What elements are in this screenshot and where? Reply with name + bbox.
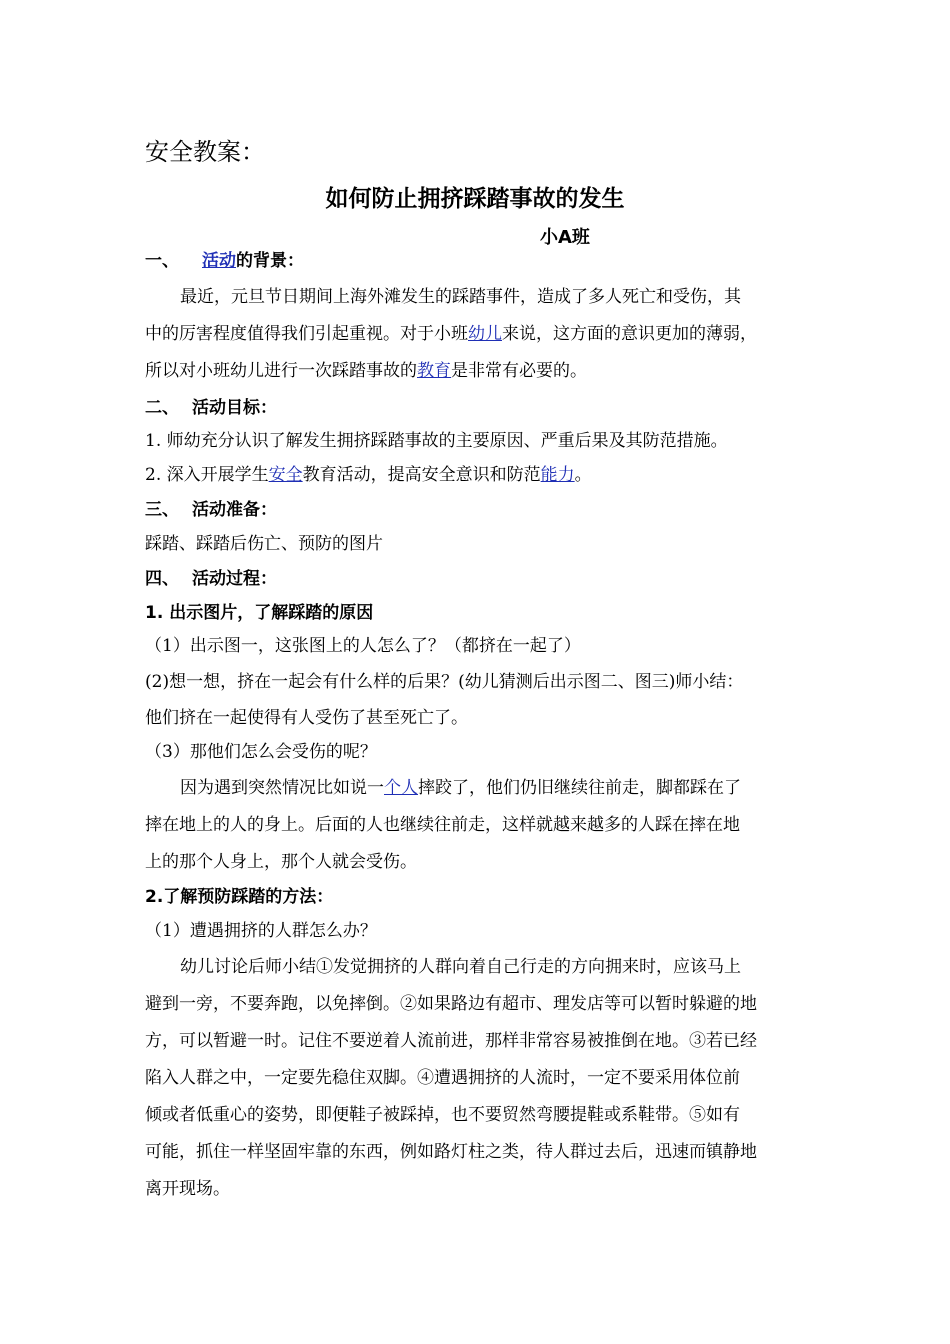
section-3-label: 活动准备： xyxy=(192,500,277,520)
section-4-number: 四、 xyxy=(145,569,179,589)
summary-paragraph-line: 方，可以暂避一时。记住不要逆着人流前进，那样非常容易被推倒在地。③若已经 xyxy=(145,1031,757,1051)
link-education[interactable]: 教育 xyxy=(417,361,451,381)
section-1-paragraph-line: 最近，元旦节日期间上海外滩发生的踩踏事件，造成了多人死亡和受伤，其 xyxy=(180,287,741,307)
section-3-heading xyxy=(145,498,277,522)
question-2-line: (2)想一想，挤在一起会有什么样的后果？(幼儿猜测后出示图二、图三)师小结： xyxy=(145,672,744,692)
link-ability[interactable]: 能力 xyxy=(540,465,575,485)
section-4-heading xyxy=(145,567,277,591)
goal-item-1: 1. 师幼充分认识了解发生拥挤踩踏事故的主要原因、严重后果及其防范措施。 xyxy=(145,431,728,451)
question-1: （1）出示图一，这张图上的人怎么了？（都挤在一起了） xyxy=(145,636,581,656)
step-1-heading: 1. 出示图片，了解踩踏的原因 xyxy=(145,603,374,623)
section-1-label: 的背景： xyxy=(236,251,304,271)
link-person[interactable]: 个人 xyxy=(384,778,418,798)
section-1-paragraph-line: 中的厉害程度值得我们引起重视。对于小班幼儿来说，这方面的意识更加的薄弱， xyxy=(145,324,757,344)
question-3: （3）那他们怎么会受伤的呢？ xyxy=(145,742,377,762)
goal-item-2: 2. 深入开展学生安全教育活动，提高安全意识和防范能力。 xyxy=(145,465,592,485)
section-2-heading xyxy=(145,396,277,420)
summary-paragraph-line: 陷入人群之中，一定要先稳住双脚。④遭遇拥挤的人流时，一定不要采用体位前 xyxy=(145,1068,740,1088)
question-4: （1）遭遇拥挤的人群怎么办？ xyxy=(145,921,377,941)
answer-paragraph-line: 上的那个人身上，那个人就会受伤。 xyxy=(145,852,417,872)
link-children[interactable]: 幼儿 xyxy=(468,324,502,344)
answer-paragraph-line: 摔在地上的人的身上。后面的人也继续往前走，这样就越来越多的人踩在摔在地 xyxy=(145,815,740,835)
class-name: 小A班 xyxy=(540,227,590,248)
section-2-label: 活动目标： xyxy=(192,398,277,418)
summary-paragraph-line: 避到一旁，不要奔跑，以免摔倒。②如果路边有超市、理发店等可以暂时躲避的地 xyxy=(145,994,757,1014)
preparation-text: 踩踏、踩踏后伤亡、预防的图片 xyxy=(145,534,383,554)
section-2-number: 二、 xyxy=(145,398,179,418)
link-safety[interactable]: 安全 xyxy=(268,465,303,485)
section-3-number: 三、 xyxy=(145,500,179,520)
question-2-line: 他们挤在一起使得有人受伤了甚至死亡了。 xyxy=(145,708,468,728)
section-4-label: 活动过程： xyxy=(192,569,277,589)
step-2-heading: 2.了解预防踩踏的方法： xyxy=(145,887,334,907)
section-1-paragraph-line: 所以对小班幼儿进行一次踩踏事故的教育是非常有必要的。 xyxy=(145,361,587,381)
summary-paragraph-line: 可能，抓住一样坚固牢靠的东西，例如路灯柱之类，待人群过去后，迅速而镇静地 xyxy=(145,1142,757,1162)
summary-paragraph-line: 离开现场。 xyxy=(145,1179,230,1199)
doc-type-label: 安全教案： xyxy=(145,138,265,166)
answer-paragraph-line: 因为遇到突然情况比如说一个人摔跤了，他们仍旧继续往前走，脚都踩在了 xyxy=(180,778,741,798)
summary-paragraph-line: 幼儿讨论后师小结①发觉拥挤的人群向着自己行走的方向拥来时，应该马上 xyxy=(180,957,741,977)
section-1-heading xyxy=(145,249,304,273)
section-1-number: 一、 xyxy=(145,251,179,271)
link-activity[interactable]: 活动 xyxy=(202,251,236,271)
summary-paragraph-line: 倾或者低重心的姿势，即便鞋子被踩掉，也不要贸然弯腰提鞋或系鞋带。⑤如有 xyxy=(145,1105,740,1125)
document-title: 如何防止拥挤踩踏事故的发生 xyxy=(325,186,625,212)
